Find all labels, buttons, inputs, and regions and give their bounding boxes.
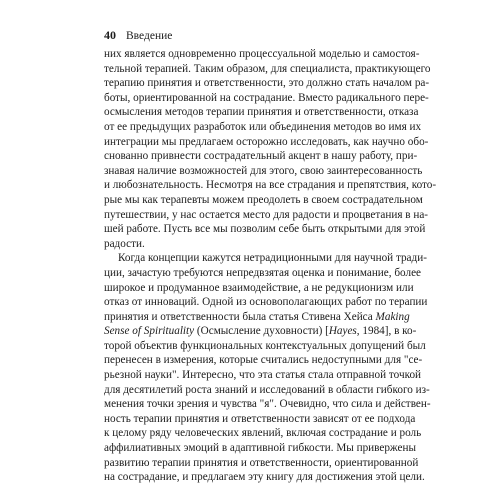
text-run: терапию принятия и ответственности, это должно стать началом ра- [104, 77, 430, 90]
text-run: осмысления методов терапии принятия и ответственности, отказа [104, 106, 419, 119]
text-line [104, 426, 422, 441]
text-run: (Осмысление духовности) [ [194, 325, 329, 338]
text-run: отказ от инноваций. Одной из основополагающих работ по терапии [104, 296, 428, 309]
text-line [104, 470, 425, 485]
text-line [104, 222, 426, 237]
text-line [104, 383, 430, 398]
text-line [104, 120, 422, 135]
text-line [104, 47, 420, 62]
text-run: на сострадание, и предлагаем эту книгу для достижения этой цели. [104, 471, 425, 484]
text-line [104, 368, 422, 383]
text-line [104, 324, 417, 339]
text-run: и любознательность. Несмотря на все страдания и препятствия, кото- [104, 179, 437, 192]
paragraph [104, 47, 437, 251]
text-line [104, 164, 423, 179]
italic-text-run: Hayes [328, 325, 357, 338]
text-line [104, 178, 437, 193]
text-run: , 1984], в ко- [356, 325, 417, 338]
text-run: перенесен в измерения, которые считались недоступными для "се- [104, 354, 423, 367]
text-line [104, 397, 431, 412]
text-run: принятия и ответственности была статья Стивена Хейса [104, 310, 376, 323]
text-run: них является одновременно процессуальной моделью и самостоя- [104, 48, 420, 60]
text-line [104, 62, 431, 77]
text-run: знавая наличие возможностей для этого, свою заинтересованность [104, 164, 423, 177]
text-line [104, 91, 429, 106]
text-line [104, 339, 426, 354]
text-run: тельной терапией. Таким образом, для специалиста, практикующего [104, 62, 431, 75]
text-run: для десятилетий роста знаний и исследований в области гибкого из- [104, 383, 430, 396]
body-text [104, 47, 437, 485]
section-title: Введение [126, 30, 173, 42]
paragraph [104, 251, 431, 485]
text-line [104, 149, 418, 164]
text-run: интеграции мы предлагаем осторожно исследовать, как научно обо- [104, 135, 429, 148]
italic-text-run: Making [375, 310, 410, 323]
text-line [104, 412, 416, 427]
text-run: ность терапии принятия и ответственности зависят от ее подхода [104, 412, 416, 425]
text-run: путешествии, у нас остается место для радости и процветания в на- [104, 208, 429, 221]
text-line [104, 456, 419, 471]
text-line [104, 251, 427, 266]
text-run: аффилиативных эмоций в адаптивной гибкости. Мы привержены [104, 442, 416, 455]
text-line [104, 76, 430, 91]
text-run: от ее предыдущих разработок или объединения методов во имя их [104, 120, 422, 133]
italic-text-run: Sense of Spirituality [104, 325, 195, 338]
text-run: Когда концепции кажутся нетрадиционными для научной тради- [118, 252, 427, 265]
text-line [104, 310, 410, 325]
text-line [104, 208, 429, 223]
text-line [104, 281, 414, 296]
text-line [104, 266, 422, 281]
text-run: рьезной науки". Интересно, что эта статья стала отправной точкой [104, 369, 422, 382]
text-run: торой объектив функциональных контекстуальных допущений был [104, 339, 426, 352]
text-run: снованно привнести сострадательный акцент в нашу работу, при- [104, 150, 418, 163]
running-head [104, 28, 172, 42]
text-run: ции, зачастую требуются непредвзятая оценка и понимание, более [104, 266, 422, 279]
page-number: 40 [104, 28, 116, 42]
text-run: менения точки зрения и чувства "я". Очевидно, что сила и действен- [104, 398, 431, 411]
text-line [104, 105, 419, 120]
text-run: боты, ориентированной на сострадание. Вместо радикального пере- [104, 91, 429, 104]
text-run: широкое и продуманное взаимодействие, а не редукционизм или [104, 281, 414, 294]
text-run: шей работе. Пусть все мы позволим себе быть открытыми для этой [104, 223, 426, 236]
text-run: радости. [104, 237, 145, 250]
text-line [104, 135, 429, 150]
text-line [104, 441, 416, 456]
text-line [104, 295, 428, 310]
text-line [104, 237, 404, 252]
text-line [104, 193, 423, 208]
text-run: развитию терапии принятия и ответственности, ориентированной [104, 456, 419, 469]
text-line [104, 353, 423, 368]
text-run: к целому ряду человеческих явлений, включая сострадание и роль [104, 427, 422, 440]
text-run: рые мы как терапевты можем преодолеть в своем сострадательном [104, 193, 423, 206]
